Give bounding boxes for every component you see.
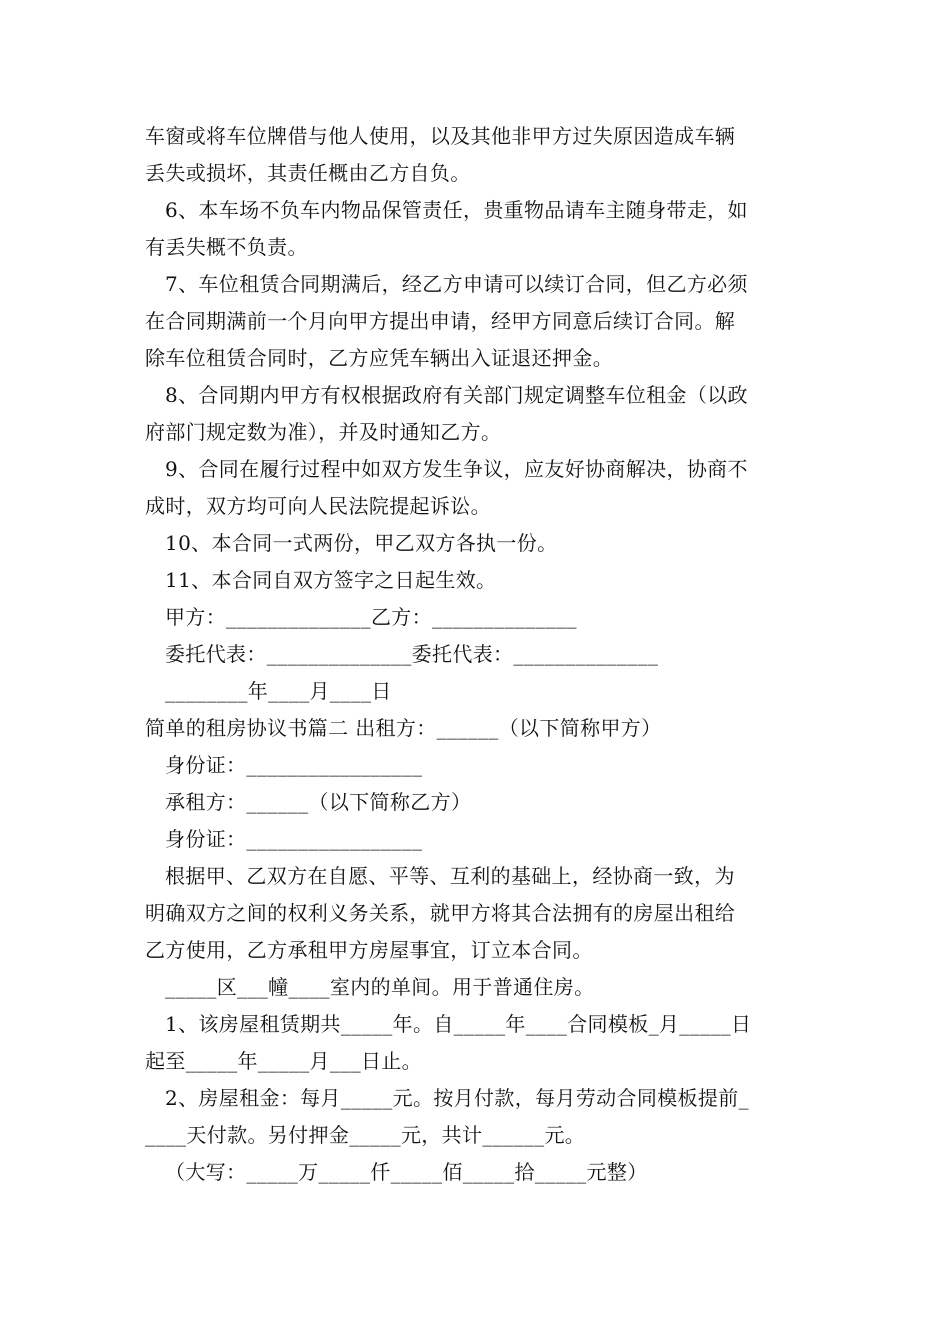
clause-7: 7、车位租赁合同期满后，经乙方申请可以续订合同，但乙方必须 (165, 272, 748, 296)
text-line: 成时，双方均可向人民法院提起诉讼。 (145, 494, 491, 518)
lessee-id-field: 身份证：_________________ (165, 827, 423, 851)
rent-clause: 2、房屋租金：每月_____元。按月付款，每月劳动合同模板提前_ (165, 1086, 749, 1110)
text-line: ____天付款。另付押金_____元，共计______元。 (145, 1123, 586, 1147)
signature-parties: 甲方：______________乙方：______________ (165, 605, 577, 629)
lessor-id-field: 身份证：_________________ (165, 753, 423, 777)
preamble: 根据甲、乙双方在自愿、平等、互利的基础上，经协商一致，为 (165, 864, 735, 888)
contract-body (145, 118, 810, 1191)
clause-8: 8、合同期内甲方有权根据政府有关部门规定调整车位租金（以政 (165, 383, 748, 407)
text-line: 除车位租赁合同时，乙方应凭车辆出入证退还押金。 (145, 346, 614, 370)
text-line: 有丢失概不负责。 (145, 235, 308, 259)
signature-date: ________年____月____日 (165, 679, 392, 703)
text-line: 乙方使用，乙方承租甲方房屋事宜，订立本合同。 (145, 938, 593, 962)
property-location: _____区___幢____室内的单间。用于普通住房。 (165, 975, 595, 999)
text-line: 起至_____年_____月___日止。 (145, 1049, 422, 1073)
clause-10: 10、本合同一式两份，甲乙双方各执一份。 (165, 531, 558, 555)
amount-in-words: （大写：_____万_____仟_____佰_____拾_____元整） (165, 1160, 648, 1184)
text-line: 府部门规定数为准），并及时通知乙方。 (145, 420, 502, 444)
clause-9: 9、合同在履行过程中如双方发生争议，应友好协商解决，协商不 (165, 457, 748, 481)
clause-11: 11、本合同自双方签字之日起生效。 (165, 568, 497, 592)
lease-term-clause: 1、该房屋租赁期共_____年。自_____年____合同模板_月_____日 (165, 1012, 752, 1036)
signature-representatives: 委托代表：______________委托代表：______________ (165, 642, 659, 666)
section-heading-lessor: 简单的租房协议书篇二 出租方：______（以下简称甲方） (145, 716, 662, 740)
text-line: 丢失或损坏，其责任概由乙方自负。 (145, 161, 471, 185)
lessee-field: 承租方：______（以下简称乙方） (165, 790, 472, 814)
text-line: 车窗或将车位牌借与他人使用，以及其他非甲方过失原因造成车辆 (145, 124, 736, 148)
clause-6: 6、本车场不负车内物品保管责任，贵重物品请车主随身带走，如 (165, 198, 748, 222)
text-line: 在合同期满前一个月向甲方提出申请，经甲方同意后续订合同。解 (145, 309, 736, 333)
text-line: 明确双方之间的权利义务关系，就甲方将其合法拥有的房屋出租给 (145, 901, 736, 925)
